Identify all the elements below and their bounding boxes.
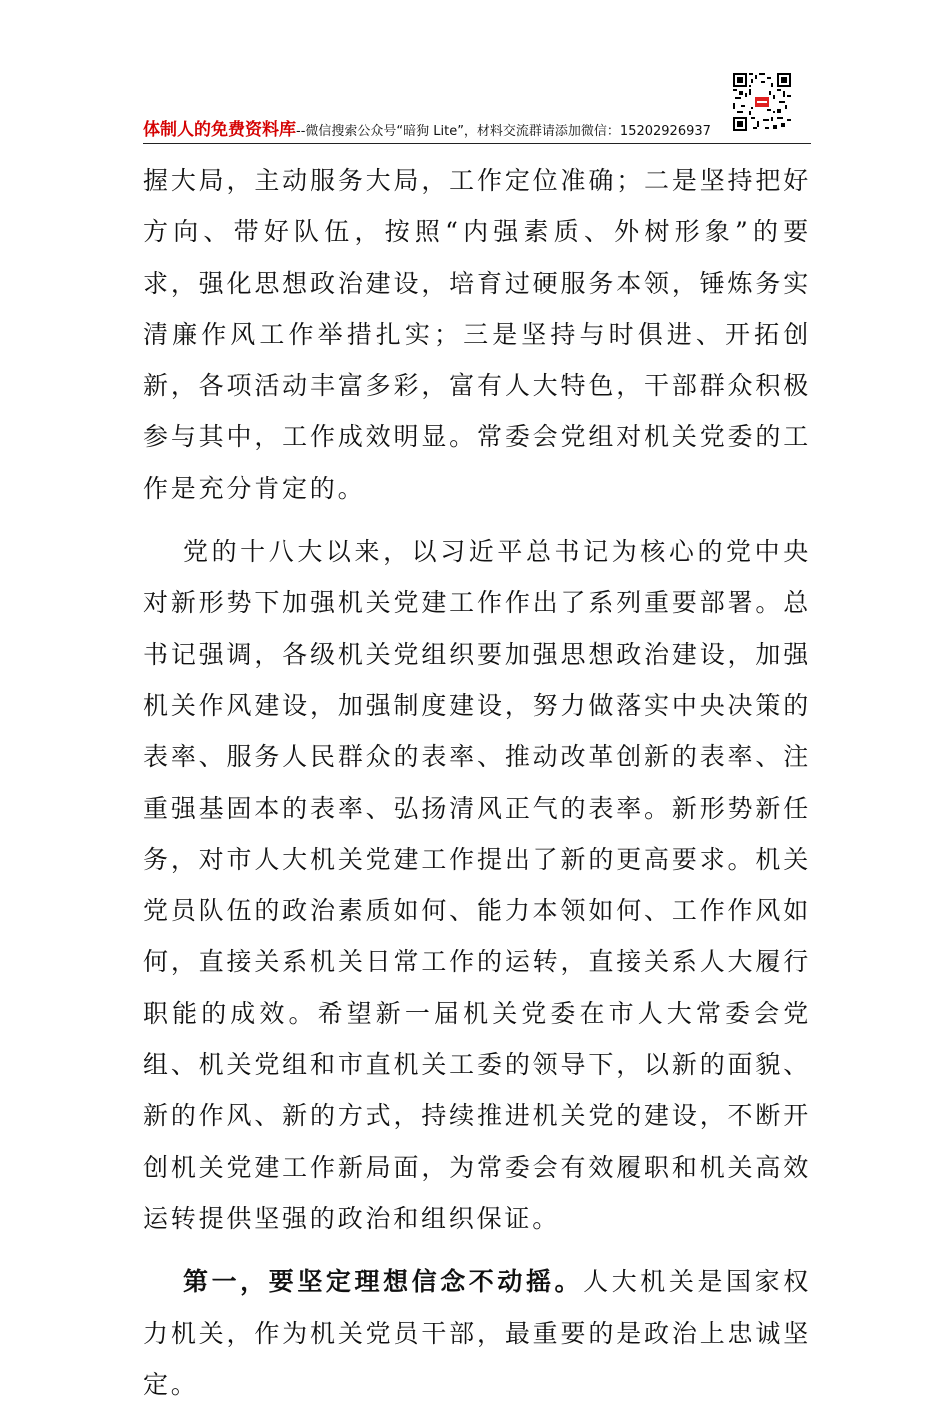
header-divider bbox=[143, 143, 811, 144]
paragraph-1: 握大局，主动服务大局，工作定位准确；二是坚持把好方向、带好队伍，按照“内强素质、外树形象”的要求，强化思想政治建设，培育过硬服务本领，锤炼务实清廉作风工作举措扎实；三是坚持与时俱进、开拓创新，各项活动丰富多彩，富有人大特色，干部群众积极参与其中，工作成效明显。常委会党组对机关党委的工作是充分肯定的。 bbox=[143, 166, 811, 503]
header-note: --微信搜索公众号“暗狗 Lite”，材料交流群请添加微信：15202926937 bbox=[296, 124, 711, 139]
qr-code-icon bbox=[733, 73, 791, 131]
page-header bbox=[143, 118, 811, 142]
document-body bbox=[143, 155, 811, 1410]
paragraph-3-text: 人大机关是国家权力机关，作为机关党员干部，最重要的是政治上忠诚坚定。 bbox=[143, 1267, 812, 1399]
paragraph-3 bbox=[143, 1256, 811, 1410]
paragraph-2: 党的十八大以来，以习近平总书记为核心的党中央对新形势下加强机关党建工作作出了系列重要部署。总书记强调，各级机关党组织要加强思想政治建设，加强机关作风建设，加强制度建设，努力做落实中央决策的表率、服务人民群众的表率、推动改革创新的表率、注重强基固本的表率、弘扬清风正气的表率。新形势新任务，对市人大机关党建工作提出了新的更高要求。机关党员队伍的政治素质如何、能力本领如何、工作作风如何，直接关系机关日常工作的运转，直接关系人大履行职能的成效。希望新一届机关党委在市人大常委会党组、机关党组和市直机关工委的领导下，以新的面貌、新的作风、新的方式，持续推进机关党的建设，不断开创机关党建工作新局面，为常委会有效履职和机关高效运转提供坚强的政治和组织保证。 bbox=[143, 537, 811, 1233]
header-brand: 体制人的免费资料库 bbox=[143, 120, 296, 140]
paragraph-3-lead: 第一，要坚定理想信念不动摇。 bbox=[183, 1267, 584, 1297]
